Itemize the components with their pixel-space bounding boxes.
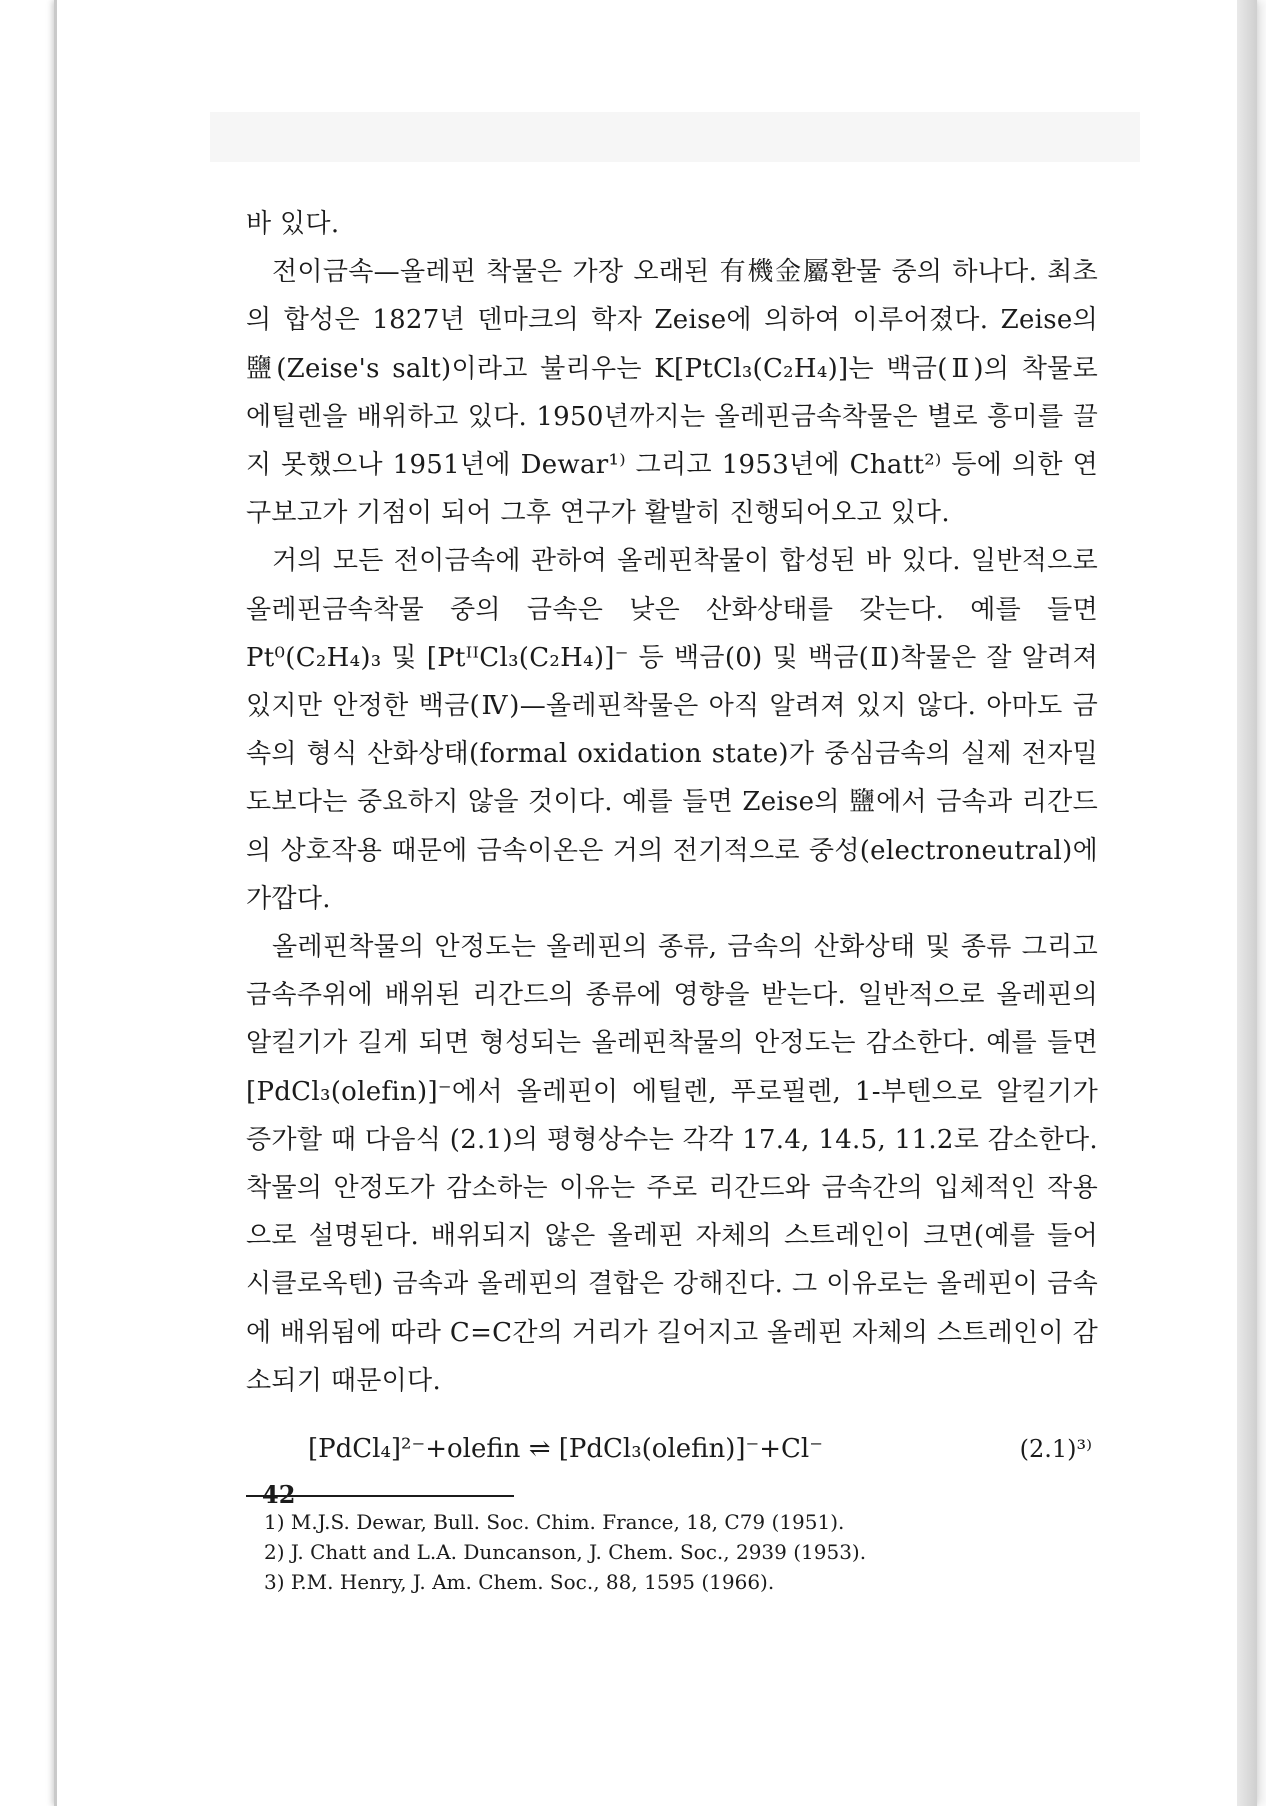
page-number: 42: [262, 1480, 296, 1509]
paragraph-stability: 올레핀착물의 안정도는 올레핀의 종류, 금속의 산화상태 및 종류 그리고 금속주위에 배위된 리간드의 종류에 영향을 받는다. 일반적으로 올레핀의 알킬기가 길게 되면 형성되는 올레핀착물의 안정도는 감소한다. 예를 들면 [PdCl₃(olefin)]⁻에서 올레핀이 에틸렌, 푸로필렌, 1-부텐으로 알킬기가 증가할 때 다음식 (2.1)의 평형상수는 각각 17.4, 14.5, 11.2로 감소한다. 착물의 안정도가 감소하는 이유는 주로 리간드와 금속간의 입체적인 작용으로 설명된다. 배위되지 않은 올레핀 자체의 스트레인이 크면(예를 들어 시클로옥텐) 금속과 올레핀의 결합은 강해진다. 그 이유로는 올레핀이 금속에 배위됨에 따라 C=C간의 거리가 길어지고 올레핀 자체의 스트레인이 감소되기 때문이다.: [246, 932, 1098, 1396]
paragraph-continuation: 바 있다.: [246, 209, 340, 239]
footnote-1: 1) M.J.S. Dewar, Bull. Soc. Chim. France, 18, C79 (1951).: [264, 1510, 845, 1535]
footnote-2: 2) J. Chatt and L.A. Duncanson, J. Chem. Soc., 2939 (1953).: [264, 1540, 867, 1565]
scan-band: [210, 112, 1140, 162]
paragraph-olefin-complex-history: 전이금속—올레핀 착물은 가장 오래된 有機金屬환물 중의 하나다. 최초의 합성은 1827년 덴마크의 학자 Zeise에 의하여 이루어졌다. Zeise의 鹽(Zeise's salt)이라고 불리우는 K[PtCl₃(C₂H₄)]는 백금(Ⅱ)의 착물로 에틸렌을 배위하고 있다. 1950년까지는 올레핀금속착물은 별로 흥미를 끌지 못했으나 1951년에 Dewar¹⁾ 그리고 1953년에 Chatt²⁾ 등에 의한 연구보고가 기점이 되어 그후 연구가 활발히 진행되어오고 있다.: [246, 257, 1098, 529]
footnote-list: [246, 1507, 1098, 1597]
equation-number: (2.1)³⁾: [1019, 1435, 1092, 1464]
equation-2-1: [246, 1427, 1098, 1471]
paragraph-oxidation-state: 거의 모든 전이금속에 관하여 올레핀착물이 합성된 바 있다. 일반적으로 올레핀금속착물 중의 금속은 낮은 산화상태를 갖는다. 예를 들면 Pt⁰(C₂H₄)₃ 및 [PtᴵᴵCl₃(C₂H₄)]⁻ 등 백금(0) 및 백금(Ⅱ)착물은 잘 알려져 있지만 안정한 백금(Ⅳ)—올레핀착물은 아직 알려져 있지 않다. 아마도 금속의 형식 산화상태(formal oxidation state)가 중심금속의 실제 전자밀도보다는 중요하지 않을 것이다. 예를 들면 Zeise의 鹽에서 금속과 리간드의 상호작용 때문에 금속이온은 거의 전기적으로 중성(electroneutral)에 가깝다.: [246, 546, 1098, 914]
footnote-3: 3) P.M. Henry, J. Am. Chem. Soc., 88, 1595 (1966).: [264, 1570, 775, 1595]
page-content: [246, 200, 1098, 1597]
page-right-edge: [1237, 0, 1257, 1806]
equation-text: [PdCl₄]²⁻+olefin ⇌ [PdCl₃(olefin)]⁻+Cl⁻: [308, 1434, 823, 1465]
